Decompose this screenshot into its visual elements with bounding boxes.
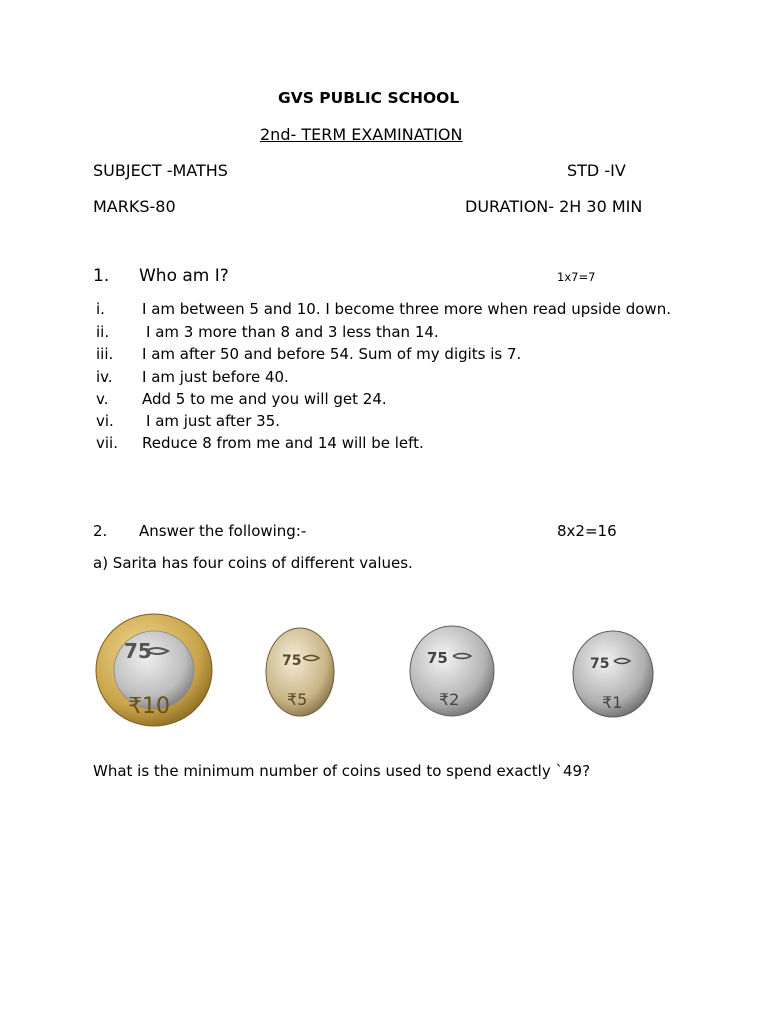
duration-label: DURATION- 2H 30 MIN (465, 197, 643, 216)
q1-number: 1. (93, 266, 110, 286)
q1-item-text: Add 5 to me and you will get 24. (142, 390, 387, 408)
q1-item-number: iii. (96, 345, 114, 363)
coin-2-value: ₹2 (439, 690, 460, 709)
q2-number: 2. (93, 522, 108, 540)
q1-item-number: ii. (96, 323, 110, 341)
q1-item-text: I am between 5 and 10. I become three more when read upside down. (142, 300, 671, 318)
subject-label: SUBJECT -MATHS (93, 161, 228, 180)
coin-1-value: ₹1 (602, 693, 623, 712)
exam-term: 2nd- TERM EXAMINATION (260, 125, 463, 144)
coin-5-image (265, 627, 335, 717)
q1-marks: 1x7=7 (557, 270, 596, 284)
q1-item-text: I am 3 more than 8 and 3 less than 14. (146, 323, 439, 341)
q1-item-text: I am just before 40. (142, 368, 289, 386)
svg-text:75: 75 (282, 653, 302, 669)
marks-label: MARKS-80 (93, 197, 176, 216)
q1-item-number: v. (96, 390, 109, 408)
svg-text:75: 75 (124, 639, 152, 663)
q2-title: Answer the following:- (139, 522, 307, 540)
q1-item-number: vi. (96, 412, 114, 430)
q1-item-text: Reduce 8 from me and 14 will be left. (142, 434, 424, 452)
q1-item-number: iv. (96, 368, 113, 386)
svg-text:75: 75 (427, 649, 448, 667)
q1-item-text: I am after 50 and before 54. Sum of my digits is 7. (142, 345, 522, 363)
q2-question: What is the minimum number of coins used to spend exactly `49? (93, 762, 591, 780)
q1-item-text: I am just after 35. (146, 412, 281, 430)
coin-1-image (572, 630, 654, 718)
q1-title: Who am I? (139, 266, 229, 286)
q2-part-a: a) Sarita has four coins of different values. (93, 554, 413, 572)
coin-5-value: ₹5 (287, 690, 308, 709)
std-label: STD -IV (567, 161, 626, 180)
coin-10-image (94, 613, 214, 727)
svg-text:75: 75 (590, 656, 610, 672)
q2-marks: 8x2=16 (557, 522, 617, 540)
coin-10-value: ₹10 (128, 694, 170, 719)
school-name: GVS PUBLIC SCHOOL (278, 89, 460, 107)
q1-item-number: i. (96, 300, 105, 318)
q1-item-number: vii. (96, 434, 118, 452)
coin-2-image (409, 625, 495, 717)
